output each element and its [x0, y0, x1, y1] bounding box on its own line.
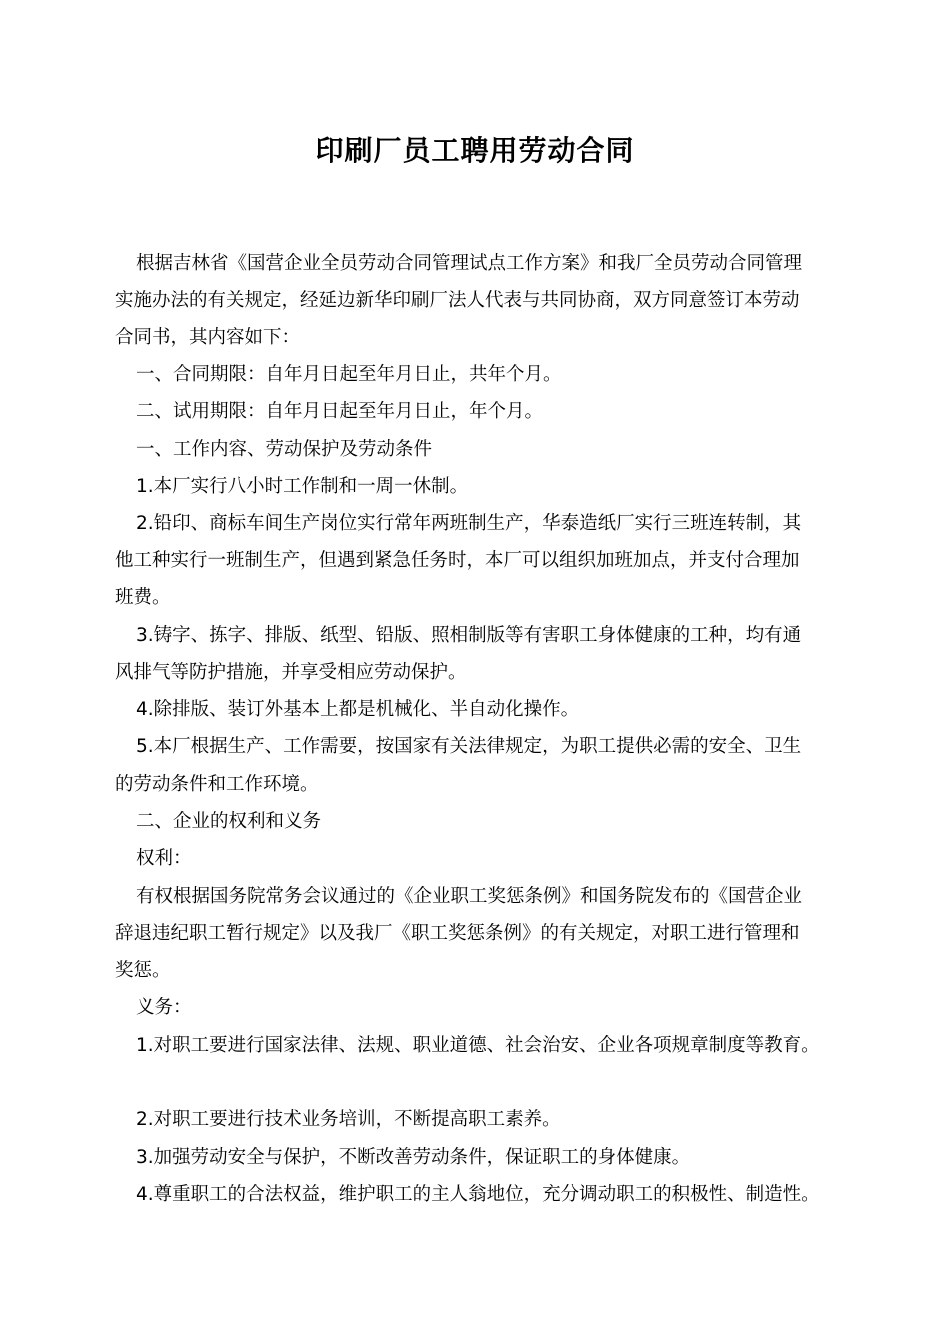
paragraph-line: 的劳动条件和工作环境。 — [115, 774, 319, 795]
paragraph-line: 实施办法的有关规定，经延边新华印刷厂法人代表与共同协商，双方同意签订本劳动 — [115, 290, 800, 311]
paragraph-line: 他工种实行一班制生产，但遇到紧急任务时，本厂可以组织加班加点，并支付合理加 — [115, 550, 800, 571]
paragraph-line: 风排气等防护措施，并享受相应劳动保护。 — [115, 662, 467, 683]
list-item: 2.铅印、商标车间生产岗位实行常年两班制生产，华泰造纸厂实行三班连转制，其 — [136, 513, 802, 534]
subheading-rights: 权利： — [136, 848, 192, 869]
paragraph-line: 辞退违纪职工暂行规定》以及我厂《职工奖惩条例》的有关规定，对职工进行管理和 — [115, 923, 800, 944]
list-item: 3.铸字、拣字、排版、纸型、铅版、照相制版等有害职工身体健康的工种，均有通 — [136, 625, 802, 646]
list-item: 5.本厂根据生产、工作需要，按国家有关法律规定，为职工提供必需的安全、卫生 — [136, 736, 802, 757]
list-item: 3.加强劳动安全与保护，不断改善劳动条件，保证职工的身体健康。 — [136, 1147, 691, 1168]
list-item: 4.尊重职工的合法权益，维护职工的主人翁地位，充分调动职工的积极性、制造性。 — [136, 1184, 820, 1205]
section-heading: 一、工作内容、劳动保护及劳动条件 — [136, 439, 433, 460]
paragraph-line: 根据吉林省《国营企业全员劳动合同管理试点工作方案》和我厂全员劳动合同管理 — [136, 253, 803, 274]
list-item: 4.除排版、装订外基本上都是机械化、半自动化操作。 — [136, 699, 580, 720]
paragraph-line: 奖惩。 — [115, 960, 171, 981]
list-item: 1.本厂实行八小时工作制和一周一休制。 — [136, 476, 469, 497]
document-title: 印刷厂员工聘用劳动合同 — [315, 134, 635, 167]
section-heading: 二、企业的权利和义务 — [136, 811, 322, 832]
clause-line: 一、合同期限：自年月日起至年月日止，共年个月。 — [136, 364, 562, 385]
paragraph-line: 班费。 — [115, 587, 171, 608]
list-item: 2.对职工要进行技术业务培训，不断提高职工素养。 — [136, 1109, 561, 1130]
paragraph-line: 合同书，其内容如下： — [115, 327, 301, 348]
paragraph-line: 有权根据国务院常务会议通过的《企业职工奖惩条例》和国务院发布的《国营企业 — [136, 886, 803, 907]
clause-line: 二、试用期限：自年月日起至年月日止，年个月。 — [136, 401, 544, 422]
subheading-obligations: 义务： — [136, 997, 192, 1018]
list-item: 1.对职工要进行国家法律、法规、职业道德、社会治安、企业各项规章制度等教育。 — [136, 1035, 820, 1056]
